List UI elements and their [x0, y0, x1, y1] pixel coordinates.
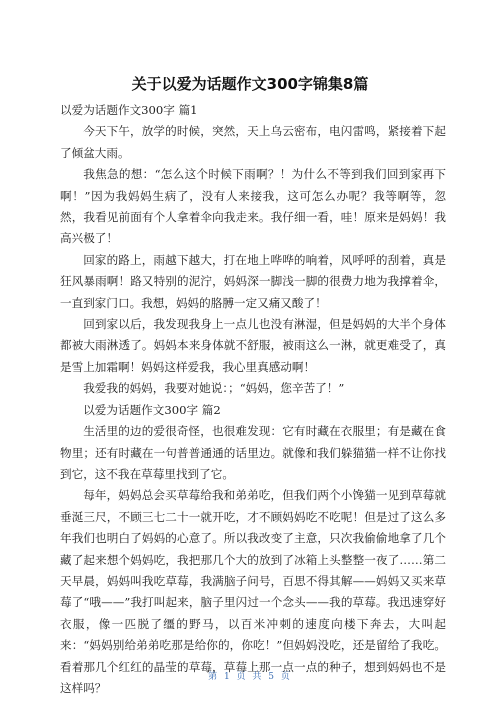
section-heading: 以爱为话题作文300字 篇1 — [60, 103, 198, 117]
page-number-footer: 第 1 页 共 5 页 — [208, 672, 292, 682]
document-title: 关于以爱为话题作文300字锦集8篇 — [131, 75, 369, 93]
body-paragraph: 生活里的边的爱很奇怪，也很难发现：它有时藏在衣服里；有是藏在食物里；还有时藏在一句普普通通的话里边。就像和我们躲猫猫一样不让你找到它，这不我在草莓里找到了它。 — [60, 424, 446, 481]
section-heading: 以爱为话题作文300字 篇2 — [83, 402, 221, 417]
body-paragraph: 每年，妈妈总会买草莓给我和弟弟吃，但我们两个小馋猫一见到草莓就垂涎三尺，不顾三七二十一就开吃，才不顾妈妈吃不吃呢！但是过了这么多年我们也明白了妈妈的心意了。所以我改变了主意，只次我偷偷地拿了几个藏了起来想个妈妈吃，我把那几个大的放到了冰箱上头整整一夜了……第二天早晨，妈妈叫我吃草莓，我满脑子问号，百思不得其解——妈妈又买来草莓了“哦——”我打叫起来，脑子里闪过一个念头——我的草莓。我迅速穿好衣服，像一匹脱了缰的野马，以百米冲刺的速度向楼下奔去，大叫起来：“妈妈别给弟弟吃那是给你的，你吃！”但妈妈没吃，还是留给了我吃。看着那几个红红的晶莹的草莓，草莓上那一点一点的种子，想到妈妈也不是这样吗？ — [60, 488, 446, 695]
document-body — [60, 100, 446, 699]
body-paragraph: 我焦急的想：“怎么这个时候下雨啊？！为什么不等到我们回到家再下啊！”因为我妈妈生病了，没有人来接我，这可怎么办呢？我等啊等，忽然，我看见前面有个人拿着伞向我走来。我仔细一看，哇！原来是妈妈！我高兴极了！ — [60, 167, 446, 246]
body-paragraph: 今天下午，放学的时候，突然，天上乌云密布，电闪雷鸣，紧接着下起了倾盆大雨。 — [60, 124, 446, 160]
body-paragraph: 我爱我的妈妈，我要对她说：；“妈妈，您辛苦了！” — [83, 381, 345, 396]
body-paragraph: 回到家以后，我发现我身上一点儿也没有淋湿，但是妈妈的大半个身体都被大雨淋透了。妈妈本来身体就不舒服，被雨这么一淋，就更难受了，真是雪上加霜啊！妈妈这样爱我，我心里真感动啊！ — [60, 317, 446, 374]
body-paragraph: 回家的路上，雨越下越大，打在地上哗哗的响着，风呼呼的刮着，真是狂风暴雨啊！路又特别的泥泞，妈妈深一脚浅一脚的很费力地为我撑着伞，一直到家门口。我想，妈妈的胳膊一定又痛又酸了！ — [60, 252, 446, 310]
